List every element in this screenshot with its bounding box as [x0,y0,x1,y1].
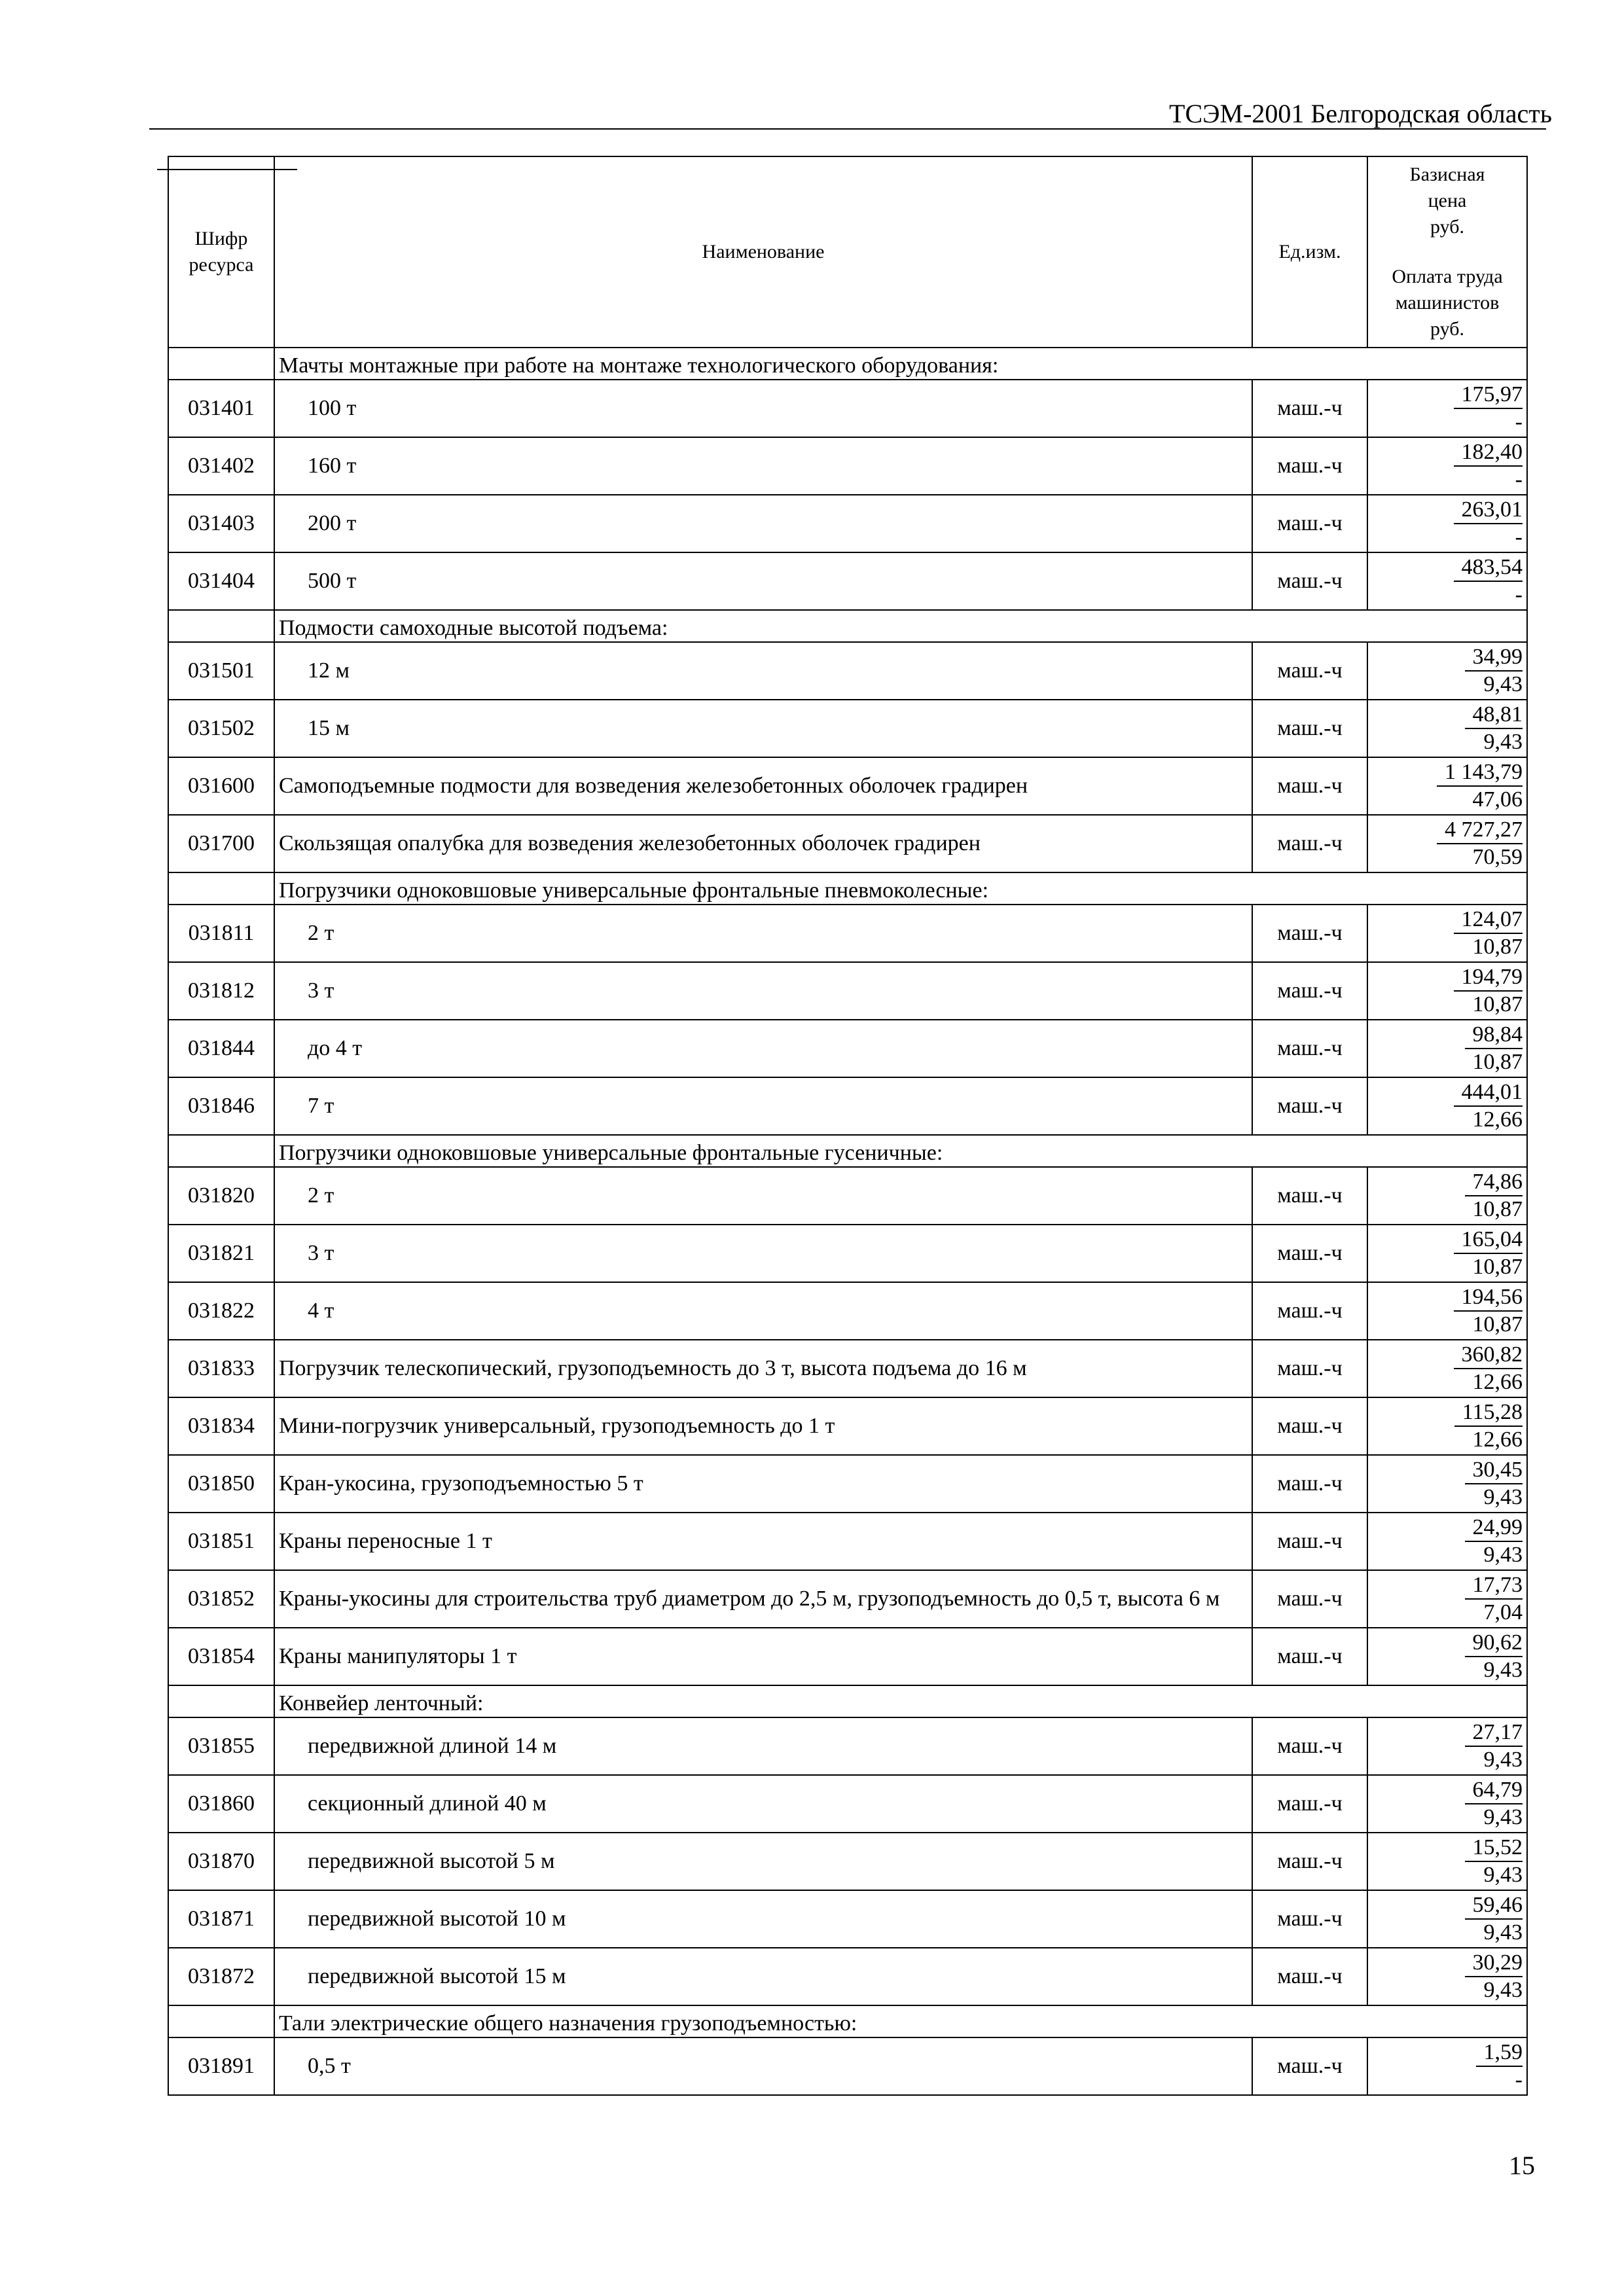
resource-name: Погрузчик телескопический, грузоподъемность до 3 т, высота подъема до 16 м [274,1340,1252,1397]
price-cell [1367,962,1527,1020]
table-row [168,700,1527,757]
price-cell [1367,1890,1527,1948]
price-cell [1367,437,1527,495]
resource-name: Мини-погрузчик универсальный, грузоподъемность до 1 т [274,1397,1252,1455]
resource-name: 100 т [274,380,1252,437]
resource-name: Краны-укосины для строительства труб диаметром до 2,5 м, грузоподъемность до 0,5 т, высота 6 м [274,1570,1252,1628]
operator-wage: 10,87 [1472,1050,1523,1074]
price-cell [1367,1775,1527,1833]
resource-name: Самоподъемные подмости для возведения железобетонных оболочек градирен [274,757,1252,815]
unit-of-measure: маш.-ч [1252,642,1367,700]
price-cell [1367,1397,1527,1455]
table-row [168,1282,1527,1340]
resource-code: 031403 [168,495,274,552]
price-cell [1367,1340,1527,1397]
price-cell [1367,1628,1527,1685]
unit-of-measure: маш.-ч [1252,757,1367,815]
group-row [168,1135,1527,1167]
base-price: 175,97 [1454,382,1523,409]
unit-of-measure: маш.-ч [1252,1890,1367,1948]
group-code-cell [168,1685,274,1717]
resource-name: Краны манипуляторы 1 т [274,1628,1252,1685]
resource-code: 031852 [168,1570,274,1628]
operator-wage: 9,43 [1483,1978,1523,2002]
group-row [168,348,1527,380]
price-cell [1367,1948,1527,2005]
unit-of-measure: маш.-ч [1252,1570,1367,1628]
operator-wage: 9,43 [1483,1658,1523,1682]
price-cell [1367,905,1527,962]
group-code-cell [168,348,274,380]
price-cell [1367,1717,1527,1775]
unit-of-measure: маш.-ч [1252,1833,1367,1890]
group-row [168,1685,1527,1717]
unit-of-measure: маш.-ч [1252,495,1367,552]
header-unit: Ед.изм. [1252,156,1367,348]
unit-of-measure: маш.-ч [1252,1455,1367,1513]
header-wage-line: машинистов [1395,292,1500,314]
base-price: 30,45 [1465,1457,1523,1484]
operator-wage: 9,43 [1483,1485,1523,1509]
resource-code: 031402 [168,437,274,495]
price-cell [1367,1225,1527,1282]
base-price: 27,17 [1465,1719,1523,1747]
price-cell [1367,1833,1527,1890]
table-header [168,156,1527,348]
operator-wage: 12,66 [1472,1370,1523,1394]
resource-name: Краны переносные 1 т [274,1513,1252,1570]
resource-code: 031501 [168,642,274,700]
unit-of-measure: маш.-ч [1252,380,1367,437]
resource-name: 3 т [274,1225,1252,1282]
base-price: 444,01 [1454,1079,1523,1107]
table-row [168,1775,1527,1833]
table-row [168,1340,1527,1397]
operator-wage: 9,43 [1483,1805,1523,1829]
table-row [168,1890,1527,1948]
resource-name: 12 м [274,642,1252,700]
resource-code: 031700 [168,815,274,872]
base-price: 24,99 [1465,1515,1523,1542]
group-row [168,610,1527,642]
unit-of-measure: маш.-ч [1252,1775,1367,1833]
price-cell [1367,700,1527,757]
base-price: 165,04 [1454,1227,1523,1254]
base-price: 74,86 [1465,1169,1523,1196]
operator-wage: 7,04 [1483,1600,1523,1624]
price-cell [1367,1077,1527,1135]
unit-of-measure: маш.-ч [1252,1167,1367,1225]
header-price-line: цена [1428,190,1467,211]
resource-code: 031870 [168,1833,274,1890]
base-price: 30,29 [1465,1950,1523,1977]
resource-code: 031822 [168,1282,274,1340]
resource-name: 3 т [274,962,1252,1020]
price-cell [1367,1455,1527,1513]
resource-code: 031855 [168,1717,274,1775]
operator-wage: - [1515,410,1523,434]
resource-code: 031812 [168,962,274,1020]
resource-code: 031820 [168,1167,274,1225]
table-row [168,1077,1527,1135]
table-row [168,552,1527,610]
table-row [168,905,1527,962]
resource-name: передвижной высотой 15 м [274,1948,1252,2005]
unit-of-measure: маш.-ч [1252,1340,1367,1397]
resource-name: 0,5 т [274,2037,1252,2095]
base-price: 115,28 [1454,1399,1523,1427]
base-price: 1 143,79 [1437,759,1523,787]
table-row [168,757,1527,815]
operator-wage: 9,43 [1483,1543,1523,1567]
table-row [168,1570,1527,1628]
price-cell [1367,1570,1527,1628]
group-title: Погрузчики одноковшовые универсальные фронтальные гусеничные: [274,1135,1527,1167]
price-cell [1367,1020,1527,1077]
header-price-line: руб. [1430,216,1464,238]
table-row [168,495,1527,552]
operator-wage: - [1515,2068,1523,2092]
header-price [1367,156,1527,348]
table-row [168,1020,1527,1077]
resource-name: 4 т [274,1282,1252,1340]
base-price: 263,01 [1454,497,1523,524]
operator-wage: 9,43 [1483,1920,1523,1945]
unit-of-measure: маш.-ч [1252,1717,1367,1775]
resource-code: 031401 [168,380,274,437]
price-cell [1367,815,1527,872]
unit-of-measure: маш.-ч [1252,1948,1367,2005]
operator-wage: - [1515,467,1523,492]
unit-of-measure: маш.-ч [1252,962,1367,1020]
base-price: 182,40 [1454,439,1523,467]
operator-wage: 9,43 [1483,1863,1523,1887]
resource-name: Скользящая опалубка для возведения железобетонных оболочек градирен [274,815,1252,872]
unit-of-measure: маш.-ч [1252,552,1367,610]
table-row [168,1717,1527,1775]
resource-name: 15 м [274,700,1252,757]
unit-of-measure: маш.-ч [1252,1628,1367,1685]
resource-price-table [168,156,1528,2096]
base-price: 483,54 [1454,554,1523,582]
price-cell [1367,1513,1527,1570]
resource-code: 031850 [168,1455,274,1513]
resource-name: до 4 т [274,1020,1252,1077]
unit-of-measure: маш.-ч [1252,700,1367,757]
price-cell [1367,380,1527,437]
operator-wage: 10,87 [1472,935,1523,959]
resource-name: передвижной высотой 5 м [274,1833,1252,1890]
base-price: 64,79 [1465,1777,1523,1804]
resource-code: 031844 [168,1020,274,1077]
table-row [168,1455,1527,1513]
header-name: Наименование [274,156,1252,348]
unit-of-measure: маш.-ч [1252,1225,1367,1282]
price-cell [1367,642,1527,700]
document-header-title: ТСЭМ-2001 Белгородская область [1169,99,1552,128]
resource-name: 500 т [274,552,1252,610]
resource-name: 2 т [274,905,1252,962]
table-row [168,815,1527,872]
base-price: 48,81 [1465,702,1523,729]
table-row [168,437,1527,495]
operator-wage: 47,06 [1472,787,1523,812]
unit-of-measure: маш.-ч [1252,1077,1367,1135]
resource-code: 031891 [168,2037,274,2095]
resource-code: 031834 [168,1397,274,1455]
table-row [168,1225,1527,1282]
header-wage-line: Оплата труда [1392,266,1503,287]
operator-wage: - [1515,583,1523,607]
group-code-cell [168,2005,274,2037]
group-title: Мачты монтажные при работе на монтаже технологического оборудования: [274,348,1527,380]
resource-name: 7 т [274,1077,1252,1135]
group-title: Погрузчики одноковшовые универсальные фронтальные пневмоколесные: [274,872,1527,905]
base-price: 360,82 [1454,1342,1523,1369]
unit-of-measure: маш.-ч [1252,1397,1367,1455]
operator-wage: - [1515,525,1523,549]
unit-of-measure: маш.-ч [1252,815,1367,872]
price-cell [1367,1167,1527,1225]
table-row [168,1167,1527,1225]
base-price: 59,46 [1465,1892,1523,1920]
unit-of-measure: маш.-ч [1252,905,1367,962]
table-row [168,1833,1527,1890]
resource-code: 031821 [168,1225,274,1282]
resource-name: секционный длиной 40 м [274,1775,1252,1833]
group-row [168,872,1527,905]
operator-wage: 9,43 [1483,730,1523,754]
unit-of-measure: маш.-ч [1252,1513,1367,1570]
resource-code: 031860 [168,1775,274,1833]
resource-code: 031854 [168,1628,274,1685]
unit-of-measure: маш.-ч [1252,1020,1367,1077]
resource-name: передвижной длиной 14 м [274,1717,1252,1775]
unit-of-measure: маш.-ч [1252,2037,1367,2095]
operator-wage: 12,66 [1472,1427,1523,1452]
unit-of-measure: маш.-ч [1252,437,1367,495]
price-cell [1367,552,1527,610]
resource-name: 2 т [274,1167,1252,1225]
operator-wage: 10,87 [1472,1312,1523,1336]
base-price: 124,07 [1454,906,1523,934]
header-code: Шифр ресурса [168,156,274,348]
table-row [168,1628,1527,1685]
resource-code: 031871 [168,1890,274,1948]
price-cell [1367,1282,1527,1340]
resource-code: 031502 [168,700,274,757]
operator-wage: 10,87 [1472,1255,1523,1279]
group-code-cell [168,872,274,905]
base-price: 98,84 [1465,1022,1523,1049]
operator-wage: 70,59 [1472,845,1523,869]
group-title: Конвейер ленточный: [274,1685,1527,1717]
base-price: 90,62 [1465,1630,1523,1657]
resource-code: 031811 [168,905,274,962]
resource-code: 031404 [168,552,274,610]
resource-name: передвижной высотой 10 м [274,1890,1252,1948]
header-price-line: Базисная [1409,164,1485,185]
base-price: 17,73 [1465,1572,1523,1600]
unit-of-measure: маш.-ч [1252,1282,1367,1340]
price-cell [1367,495,1527,552]
group-code-cell [168,610,274,642]
resource-code: 031846 [168,1077,274,1135]
operator-wage: 9,43 [1483,1748,1523,1772]
resource-code: 031833 [168,1340,274,1397]
price-cell [1367,2037,1527,2095]
table-row [168,380,1527,437]
operator-wage: 9,43 [1483,672,1523,696]
base-price: 15,52 [1465,1835,1523,1862]
page-number: 15 [1509,2151,1535,2180]
group-row [168,2005,1527,2037]
table-row [168,962,1527,1020]
group-title: Тали электрические общего назначения грузоподъемностью: [274,2005,1527,2037]
resource-code: 031851 [168,1513,274,1570]
group-title: Подмости самоходные высотой подъема: [274,610,1527,642]
price-cell [1367,757,1527,815]
table-body [168,348,1527,2095]
group-code-cell [168,1135,274,1167]
resource-name: 200 т [274,495,1252,552]
resource-code: 031600 [168,757,274,815]
operator-wage: 10,87 [1472,1197,1523,1221]
header-wage-line: руб. [1430,318,1464,340]
operator-wage: 12,66 [1472,1107,1523,1132]
base-price: 194,56 [1454,1284,1523,1312]
resource-name: 160 т [274,437,1252,495]
resource-code: 031872 [168,1948,274,2005]
table-row [168,1948,1527,2005]
base-price: 34,99 [1465,644,1523,672]
table-row [168,1513,1527,1570]
base-price: 4 727,27 [1437,817,1523,844]
table-row [168,2037,1527,2095]
operator-wage: 10,87 [1472,992,1523,1016]
table-row [168,1397,1527,1455]
resource-name: Кран-укосина, грузоподъемностью 5 т [274,1455,1252,1513]
base-price: 194,79 [1454,964,1523,992]
header-rule [149,128,1546,130]
table-row [168,642,1527,700]
base-price: 1,59 [1476,2039,1523,2067]
